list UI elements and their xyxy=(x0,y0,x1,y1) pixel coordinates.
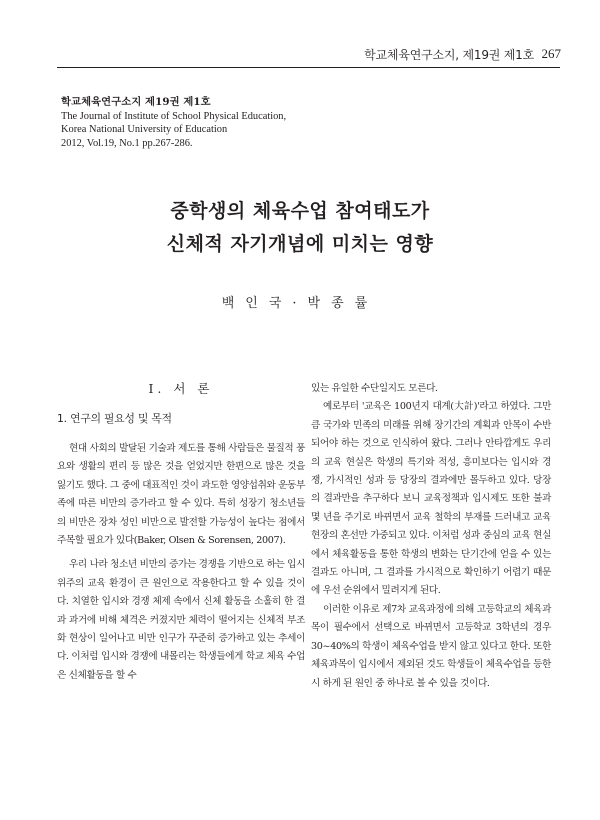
running-header-title: 학교체육연구소지, 제19권 제1호 xyxy=(364,48,534,62)
body-paragraph-3: 예로부터 '교육은 100년지 대계(大計)'라고 하였다. 그만큼 국가와 민족의 미래를 위해 장기간의 계획과 안목이 수반되어야 하는 것으로 인식하여 왔다. 그러나 안타깝게도 우리의 교육 현실은 학생의 특기와 적성, 흥미보다는 입시와 경쟁, 가시적인 성과 등 당장의 결과에만 몰두하고 있다. 당장의 결과만을 추구하다 보니 교육정책과 입시제도 또한 불과 몇 년을 주기로 바뀌면서 교육 철학의 부재를 드러내고 교육 현장의 혼선만 가중되고 있다. 이처럼 성과 중심의 교육 현실에서 체육활동을 통한 학생의 변화는 단기간에 얻을 수 있는 결과도 아니며, 그 결과를 가시적으로 확인하기 어렵기 때문에 우선 순위에서 밀려지게 된다. xyxy=(311,401,551,597)
paper-title-line-2: 신체적 자기개념에 미치는 영향 xyxy=(166,233,434,255)
citation-info: 2012, Vol.19, No.1 pp.267-286. xyxy=(61,137,193,149)
paper-title-line-1: 중학생의 체육수업 참여태도가 xyxy=(170,200,430,222)
journal-info xyxy=(61,96,286,150)
body-paragraph-4: 이러한 이유로 제7차 교육과정에 의해 고등학교의 체육과목이 필수에서 선택으로 바뀌면서 고등학교 3학년의 경우 30~40%의 학생이 체육수업을 받지 않고 있다고 한다. 또한 체육과목이 입시에서 제외된 것도 학생들이 체육수업을 등한시 하게 된 원인 중 하나로 볼 수 있을 것이다. xyxy=(311,603,551,689)
right-column xyxy=(311,380,551,693)
header-rule xyxy=(57,67,560,68)
subsection-title: 1. 연구의 필요성 및 목적 xyxy=(57,412,172,425)
body-paragraph-2-continued: 있는 유일한 수단일지도 모른다. xyxy=(311,383,438,394)
body-paragraph-1: 현대 사회의 발달된 기술과 제도를 통해 사람들은 물질적 풍요와 생활의 편리 등 많은 것을 얻었지만 한편으로 많은 것을 잃기도 했다. 그 중에 대표적인 것이 과도한 영양섭취와 운동부족에 따른 비만의 증가라고 할 수 있다. 특히 성장기 청소년들의 비만은 장차 성인 비만으로 발전할 가능성이 높다는 점에서 주목할 필요가 있다(Baker, Olsen & Sorensen, 2007). xyxy=(57,443,305,547)
left-column xyxy=(57,380,305,685)
authors: 백인국·박종률 xyxy=(221,296,379,311)
institution-name: Korea National University of Education xyxy=(61,124,228,135)
journal-name-english: The Journal of Institute of School Physical Education, xyxy=(61,110,287,122)
page-number: 267 xyxy=(541,46,561,61)
paper-title xyxy=(0,195,600,261)
section-title: Ⅰ. 서 론 xyxy=(148,381,214,396)
journal-name-korean: 학교체육연구소지 제19권 제1호 xyxy=(61,96,211,108)
body-paragraph-2: 우리 나라 청소년 비만의 증가는 경쟁을 기반으로 하는 입시 위주의 교육 환경이 큰 원인으로 작용한다고 할 수 있을 것이다. 치열한 입시와 경쟁 체제 속에서 신체 활동을 소홀히 한 결과 과거에 비해 체격은 커졌지만 체력이 떨어지는 신체적 부조화 현상이 일어나고 비만 인구가 꾸준히 증가하고 있는 추세이다. 이처럼 입시와 경쟁에 내몰리는 학생들에게 학교 체육 수업은 신체활동을 할 수 xyxy=(57,559,305,681)
